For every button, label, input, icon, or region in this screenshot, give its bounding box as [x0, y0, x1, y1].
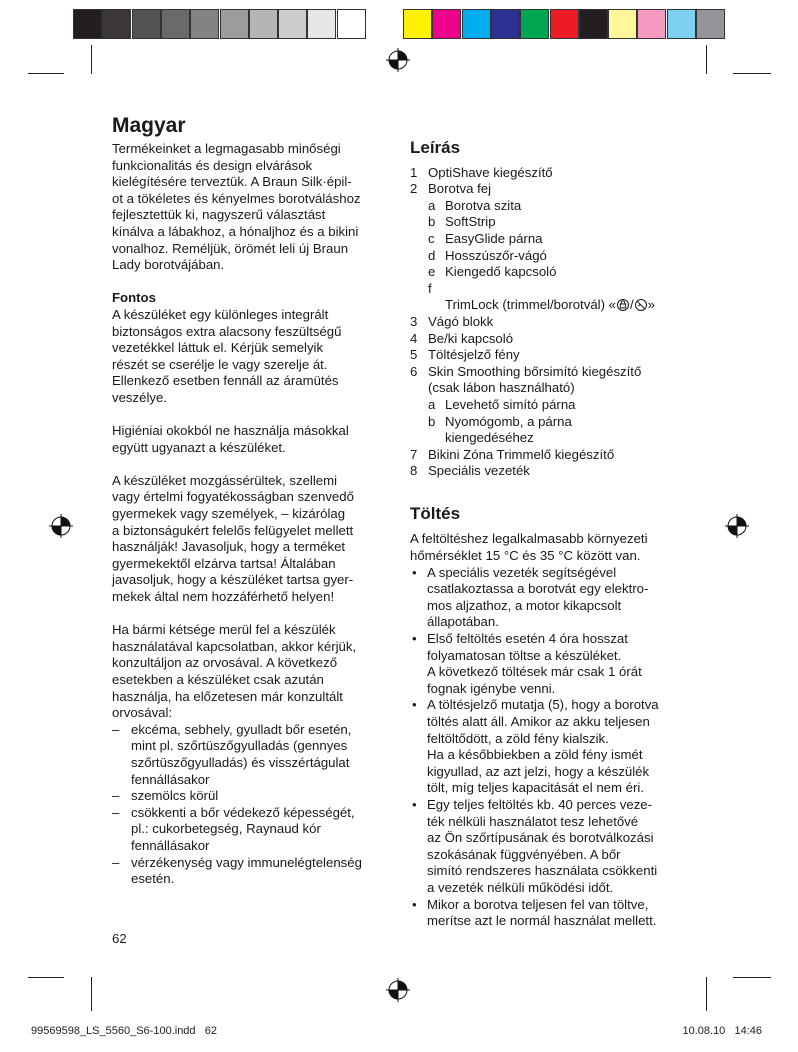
- gray-swatch: [73, 9, 102, 39]
- list-item: • Első feltöltés esetén 4 óra hosszat folyamatosan töltse a készüléket. A következő töltések már csak 1 órát fognak igénybe venni.: [412, 631, 642, 696]
- important-paragraph: A készüléket egy különleges integrált biztonságos extra alacsony feszültségű vezetékkel láttuk el. Kérjük semelyik részét se cserélje le vagy szerelje át. Ellenkező esetben fennáll az áramütés veszélye.: [112, 306, 342, 405]
- list-item: 6 Skin Smoothing bőrsimító kiegészítő (csak lábon használható): [410, 363, 642, 396]
- charging-list: [410, 565, 695, 930]
- color-swatch: [403, 9, 432, 39]
- charging-intro: A feltöltéshez legalkalmasabb környezeti hőmérséklet 15 °C és 35 °C között van.: [410, 531, 648, 564]
- color-swatch: [667, 9, 696, 39]
- color-swatch: [696, 9, 725, 39]
- list-item: • Mikor a borotva teljesen fel van töltve, merítse azt le normál használat mellett.: [412, 896, 657, 929]
- page-number: 62: [112, 931, 127, 946]
- right-column: [410, 140, 695, 930]
- list-item: • A töltésjelző mutatja (5), hogy a borotva töltés alatt áll. Amikor az akku teljesen feltöltődött, a zöld fény kialszik. Ha a későbbiekben a zöld fény ismét kigyullad, az azt jelzi, hogy a készülék tölt, míg teljes kapacitását el nem éri.: [412, 697, 659, 796]
- list-item: • Egy teljes feltöltés kb. 40 perces veze- ték nélküli használatot tesz lehetővé az Ön szőrtípusának és borotválkozási szokásának függvényében. A bőr simító rendszeres használata csökkenti a vezeték nélküli működési időt.: [412, 796, 658, 895]
- list-item: – szemölcs körül: [112, 788, 219, 804]
- doubt-paragraph: Ha bármi kétsége merül fel a készülék használatával kapcsolatban, akkor kérjük, konzultáljon az orvosával. A következő esetekben a készüléket csak azután használja, ha előzetesen már konzultált orvosával:: [112, 622, 357, 721]
- color-swatch: [462, 9, 491, 39]
- list-item: b SoftStrip: [428, 214, 496, 230]
- gray-swatch: [307, 9, 336, 39]
- registration-mark-icon: [386, 48, 410, 72]
- description-heading: Leírás: [410, 138, 461, 157]
- registration-mark-icon: [49, 514, 73, 538]
- footer-file-info: 99569598_LS_5560_S6-100.indd 62: [31, 1025, 217, 1037]
- color-swatch: [550, 9, 579, 39]
- list-item: 7 Bikini Zóna Trimmelő kiegészítő: [410, 446, 615, 462]
- gray-swatch: [220, 9, 249, 39]
- list-item: b Nyomógomb, a párna kiengedéséhez: [428, 413, 572, 446]
- footer-timestamp: 10.08.10 14:46: [682, 1025, 762, 1037]
- children-paragraph: A készüléket mozgássérültek, szellemi vagy értelmi fogyatékosságban szenvedő gyermekek vagy személyek, – kizárólag a biztonságukért felelős felügyelet mellett használják! Javasoljuk, hogy a terméket gyermekektől elzárva tartsa! Általában javasoljuk, hogy a készüléket tartsa gyer- mekek által nem hozzáférhető helyen!: [112, 472, 354, 605]
- unlock-icon: [634, 298, 648, 311]
- list-item: – vérzékenység vagy immunelégtelenség esetén.: [112, 854, 362, 887]
- list-item: 2 Borotva fej: [410, 181, 492, 197]
- list-item: d Hosszúszőr-vágó: [428, 247, 547, 263]
- list-item: 5 Töltésjelző fény: [410, 347, 520, 363]
- intro-paragraph: Termékeinket a legmagasabb minőségi funkcionalitás és design elvárások kielégítésére terveztük. A Braun Silk·épil- ot a tökéletes és kényelmes borotváláshoz fejlesztettük ki, nagyszerű választást kínálva a lábakhoz, a hónaljhoz és a bikini vonalhoz. Reméljük, örömét leli új Braun Lady borotvájában.: [112, 141, 361, 273]
- gray-swatch: [102, 9, 131, 39]
- list-item: – ekcéma, sebhely, gyulladt bőr esetén, mint pl. szőrtüszőgyulladás (gennyes szőrtüszőgyulladás) és visszértágulat fennállásakor: [112, 721, 352, 787]
- hygiene-paragraph: Higiéniai okokból ne használja másokkal együtt ugyanazt a készüléket.: [112, 423, 349, 455]
- list-item: 1 OptiShave kiegészítő: [410, 164, 553, 180]
- gray-swatch: [337, 9, 366, 39]
- list-item: 4 Be/ki kapcsoló: [410, 330, 514, 346]
- lock-icon: [616, 298, 630, 311]
- color-swatch: [637, 9, 666, 39]
- registration-mark-icon: [725, 514, 749, 538]
- page-title: Magyar: [112, 114, 186, 137]
- parts-list: [410, 165, 695, 480]
- list-item: a Borotva szita: [428, 197, 522, 213]
- gray-swatch: [161, 9, 190, 39]
- charging-heading: Töltés: [410, 503, 461, 523]
- gray-swatch: [132, 9, 161, 39]
- list-item: c EasyGlide párna: [428, 230, 543, 246]
- gray-swatch: [249, 9, 278, 39]
- conditions-list: [112, 722, 402, 888]
- color-swatch: [491, 9, 520, 39]
- list-item: • A speciális vezeték segítségével csatlakoztassa a borotvát egy elektro- mos aljzathoz, a motor kikapcsolt állapotában.: [412, 564, 649, 630]
- important-heading: Fontos: [112, 290, 156, 306]
- color-swatch: [579, 9, 608, 39]
- color-swatch: [608, 9, 637, 39]
- registration-mark-icon: [386, 978, 410, 1002]
- list-item: – csökkenti a bőr védekező képességét, pl.: cukorbetegség, Raynaud kór fennállásakor: [112, 804, 355, 853]
- left-column: [112, 141, 402, 888]
- color-swatch: [520, 9, 549, 39]
- gray-swatch: [190, 9, 219, 39]
- list-item: f TrimLock (trimmel/borotvál) « / »: [428, 280, 655, 313]
- color-swatch: [432, 9, 461, 39]
- gray-swatch: [278, 9, 307, 39]
- list-item: 3 Vágó blokk: [410, 313, 494, 329]
- list-item: 8 Speciális vezeték: [410, 463, 530, 479]
- list-item: a Levehető simító párna: [428, 396, 576, 412]
- list-item: e Kiengedő kapcsoló: [428, 264, 557, 280]
